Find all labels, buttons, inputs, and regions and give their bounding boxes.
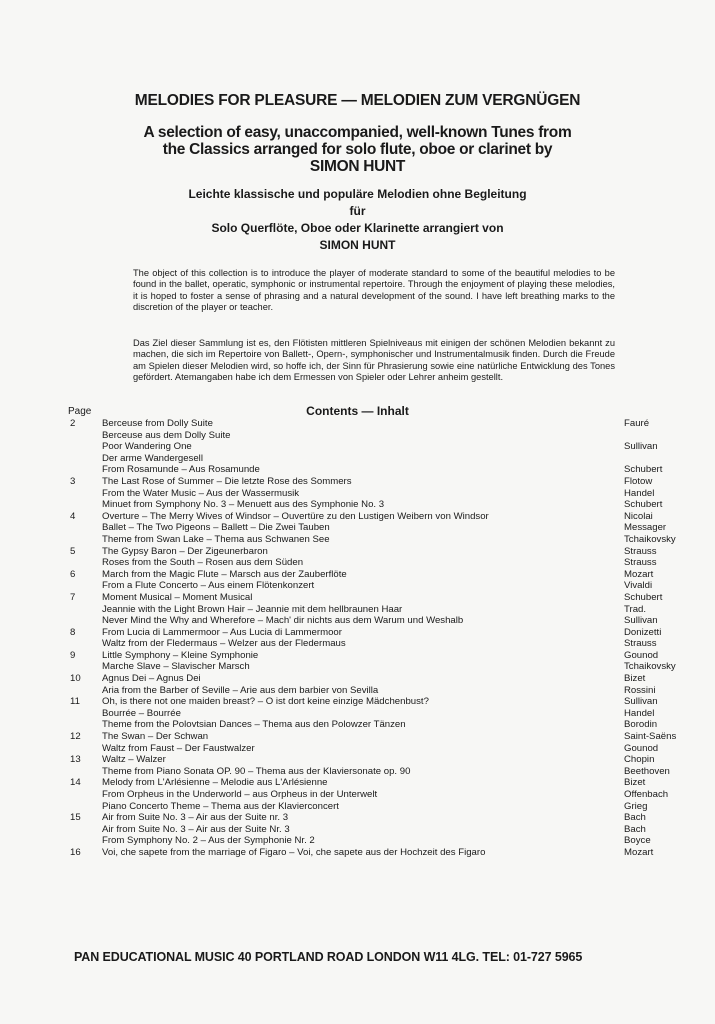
contents-row <box>70 604 690 616</box>
composer-name: Fauré <box>624 418 650 429</box>
page-number: 12 <box>70 731 81 743</box>
arranger-name: SIMON HUNT <box>309 158 406 175</box>
contents-row <box>70 777 690 789</box>
page-number: 9 <box>70 649 76 661</box>
piece-title: From Rosamunde – Aus Rosamunde <box>102 464 260 476</box>
composer-name: Offenbach <box>624 789 669 800</box>
composer-name: Beethoven <box>624 765 670 777</box>
piece-title: Waltz from der Fledermaus – Welzer aus der Fledermaus <box>102 638 346 650</box>
page-number: 8 <box>70 626 76 638</box>
piece-title: From the Water Music – Aus der Wassermusik <box>102 487 300 499</box>
composer-name: Bizet <box>624 777 646 789</box>
composer-name: Grieg <box>624 800 648 812</box>
composer-name: Sullivan <box>624 615 658 627</box>
contents-row <box>70 511 690 523</box>
contents-row <box>70 766 690 778</box>
composer-name: Gounod <box>624 742 659 754</box>
contents-row <box>70 696 690 708</box>
piece-title: Air from Suite No. 3 – Air aus der Suite Nr. 3 <box>102 823 290 835</box>
subtitle-line: A selection of easy, unaccompanied, well-known Tunes from <box>143 124 572 141</box>
composer-name: Vivaldi <box>624 580 653 592</box>
page-number: 7 <box>70 591 76 603</box>
piece-title: Waltz from Faust – Der Faustwalzer <box>102 742 255 754</box>
piece-title: From Orpheus in the Underworld – aus Orpheus in der Unterwelt <box>102 789 378 800</box>
composer-name: Sullivan <box>624 696 658 708</box>
composer-name: Saint-Saëns <box>624 731 677 743</box>
piece-title: Theme from Swan Lake – Thema aus Schwanen See <box>102 533 330 545</box>
page-number: 15 <box>70 812 81 824</box>
subtitle-block <box>90 124 625 175</box>
page-column-label: Page <box>68 406 92 417</box>
composer-name: Bach <box>624 823 646 835</box>
composer-name: Sullivan <box>624 441 658 453</box>
piece-title: Theme from Piano Sonata OP. 90 – Thema aus der Klaviersonate op. 90 <box>102 765 411 777</box>
contents-row <box>70 488 690 500</box>
piece-title: Agnus Dei – Agnus Dei <box>102 673 201 685</box>
composer-name: Schubert <box>624 499 663 511</box>
piece-title: Ballet – The Two Pigeons – Ballett – Die Zwei Tauben <box>102 522 330 534</box>
piece-title: Berceuse from Dolly Suite <box>102 418 213 429</box>
contents-row <box>70 719 690 731</box>
contents-row <box>70 754 690 766</box>
composer-name: Strauss <box>624 638 657 650</box>
composer-name: Donizetti <box>624 626 662 638</box>
piece-title: Roses from the South – Rosen aus dem Süden <box>102 557 304 569</box>
piece-title: Der arme Wandergesell <box>102 452 203 464</box>
composer-name: Chopin <box>624 754 655 766</box>
composer-name: Mozart <box>624 568 654 580</box>
piece-title: Theme from the Polovtsian Dances – Thema aus den Polowzer Tänzen <box>102 719 406 731</box>
contents-row <box>70 708 690 720</box>
piece-title: Poor Wandering One <box>102 441 192 453</box>
piece-title: Little Symphony – Kleine Symphonie <box>102 649 259 661</box>
piece-title: Overture – The Merry Wives of Windsor – Ouvertüre zu den Lustigen Weibern von Windsor <box>102 510 489 522</box>
intro-english: The object of this collection is to introduce the player of moderate standard to some of the beautiful melodies to be found in the ballet, operatic, symphonic or instrumental repertoire. Through the enjoyment of playing these melodies, it is hoped to foster a sense of phrasing and a natural development of the sound. I have left breathing marks to the discretion of the player or teacher. <box>133 268 615 313</box>
composer-name: Bizet <box>624 673 646 685</box>
piece-title: Never Mind the Why and Wherefore – Mach' dir nichts aus dem Warum und Weshalb <box>102 615 464 627</box>
subtitle-line: the Classics arranged for solo flute, oboe or clarinet by <box>162 141 553 158</box>
contents-row <box>70 418 690 430</box>
piece-title: Jeannie with the Light Brown Hair – Jeannie mit dem hellbraunen Haar <box>102 603 403 615</box>
contents-row <box>70 835 690 847</box>
publisher-footer: PAN EDUCATIONAL MUSIC 40 PORTLAND ROAD LONDON W11 4LG. TEL: 01-727 5965 <box>74 950 583 964</box>
contents-row <box>70 812 690 824</box>
piece-title: Waltz – Walzer <box>102 754 166 766</box>
page-number: 16 <box>70 846 81 858</box>
page-number: 6 <box>70 568 76 580</box>
contents-row <box>70 430 690 442</box>
composer-name: Tchaikovsky <box>624 661 676 673</box>
german-subtitle-line: Solo Querflöte, Oboe oder Klarinette arrangiert von <box>211 221 504 235</box>
composer-name: Bach <box>624 812 646 824</box>
piece-title: Melody from L'Arlésienne – Melodie aus L'Arlésienne <box>102 777 328 789</box>
piece-title: Oh, is there not one maiden breast? – O ist dort keine einzige Mädchenbust? <box>102 696 429 708</box>
piece-title: Aria from the Barber of Seville – Arie aus dem barbier von Sevilla <box>102 684 379 696</box>
page-number: 3 <box>70 475 76 487</box>
composer-name: Handel <box>624 487 655 499</box>
page-number: 5 <box>70 545 76 557</box>
piece-title: Bourrée – Bourrée <box>102 707 181 719</box>
german-arranger-name: SIMON HUNT <box>319 238 396 252</box>
page-number: 4 <box>70 510 76 522</box>
contents-row <box>70 615 690 627</box>
piece-title: From a Flute Concerto – Aus einem Flötenkonzert <box>102 580 315 592</box>
composer-name: Mozart <box>624 846 654 858</box>
page-title: MELODIES FOR PLEASURE — MELODIEN ZUM VERGNÜGEN <box>134 92 581 109</box>
contents-row <box>70 661 690 673</box>
contents-list <box>70 418 690 859</box>
contents-row <box>70 627 690 639</box>
contents-row <box>70 673 690 685</box>
contents-row <box>70 464 690 476</box>
contents-row <box>70 638 690 650</box>
composer-name: Nicolai <box>624 510 653 522</box>
composer-name: Flotow <box>624 475 653 487</box>
contents-row <box>70 731 690 743</box>
piece-title: Piano Concerto Theme – Thema aus der Klavierconcert <box>102 800 339 812</box>
contents-row <box>70 801 690 813</box>
piece-title: Moment Musical – Moment Musical <box>102 591 253 603</box>
piece-title: The Gypsy Baron – Der Zigeunerbaron <box>102 545 268 557</box>
piece-title: Minuet from Symphony No. 3 – Menuett aus des Symphonie No. 3 <box>102 499 385 511</box>
page-number: 13 <box>70 754 81 766</box>
composer-name: Messager <box>624 522 667 534</box>
page-number: 11 <box>70 696 80 708</box>
contents-heading: Contents — Inhalt <box>306 404 409 418</box>
contents-row <box>70 534 690 546</box>
contents-row <box>70 522 690 534</box>
composer-name: Boyce <box>624 835 651 847</box>
piece-title: From Lucia di Lammermoor – Aus Lucia di Lammermoor <box>102 626 342 638</box>
composer-name: Gounod <box>624 649 659 661</box>
composer-name: Tchaikovsky <box>624 533 676 545</box>
contents-row <box>70 685 690 697</box>
composer-name: Schubert <box>624 591 663 603</box>
contents-row <box>70 499 690 511</box>
piece-title: The Swan – Der Schwan <box>102 731 209 743</box>
german-subtitle-line: Leichte klassische und populäre Melodien ohne Begleitung <box>188 187 527 201</box>
intro-german: Das Ziel dieser Sammlung ist es, den Flötisten mittleren Spielniveaus mit einigen der schönen Melodien bekannt zu machen, die sich im Repertoire von Ballett-, Opern-, symphonischer und Instrumentalmusik finden. Durch die Freude am Spielen dieser Melodien wird, so hoffe ich, der Sinn für Phrasierung sowie eine natürliche Entwicklung des Tones gefördert. Atemangaben habe ich dem Ermessen von Spieler oder Lehrer anheim gestellt. <box>133 338 615 383</box>
composer-name: Rossini <box>624 684 656 696</box>
contents-row <box>70 453 690 465</box>
page-number: 2 <box>70 418 76 429</box>
page-number: 10 <box>70 673 81 685</box>
piece-title: Voi, che sapete from the marriage of Figaro – Voi, che sapete aus der Hochzeit des Figaro <box>102 846 486 858</box>
contents-row <box>70 441 690 453</box>
composer-name: Schubert <box>624 464 663 476</box>
composer-name: Trad. <box>624 603 647 615</box>
piece-title: March from the Magic Flute – Marsch aus der Zauberflöte <box>102 568 347 580</box>
composer-name: Borodin <box>624 719 658 731</box>
composer-name: Strauss <box>624 545 657 557</box>
composer-name: Strauss <box>624 557 657 569</box>
contents-row <box>70 650 690 662</box>
page-number: 14 <box>70 777 81 789</box>
contents-row <box>70 789 690 801</box>
contents-row <box>70 580 690 592</box>
contents-row <box>70 546 690 558</box>
contents-row <box>70 847 690 859</box>
contents-row <box>70 557 690 569</box>
contents-row <box>70 476 690 488</box>
piece-title: Berceuse aus dem Dolly Suite <box>102 429 231 441</box>
piece-title: From Symphony No. 2 – Aus der Symphonie Nr. 2 <box>102 835 315 847</box>
contents-row <box>70 824 690 836</box>
piece-title: Marche Slave – Slavischer Marsch <box>102 661 250 673</box>
contents-row <box>70 592 690 604</box>
piece-title: Air from Suite No. 3 – Air aus der Suite nr. 3 <box>102 812 289 824</box>
contents-row <box>70 743 690 755</box>
piece-title: The Last Rose of Summer – Die letzte Rose des Sommers <box>102 475 352 487</box>
german-subtitle-line: für <box>349 204 366 218</box>
german-subtitle-block <box>120 186 595 254</box>
contents-row <box>70 569 690 581</box>
composer-name: Handel <box>624 707 655 719</box>
